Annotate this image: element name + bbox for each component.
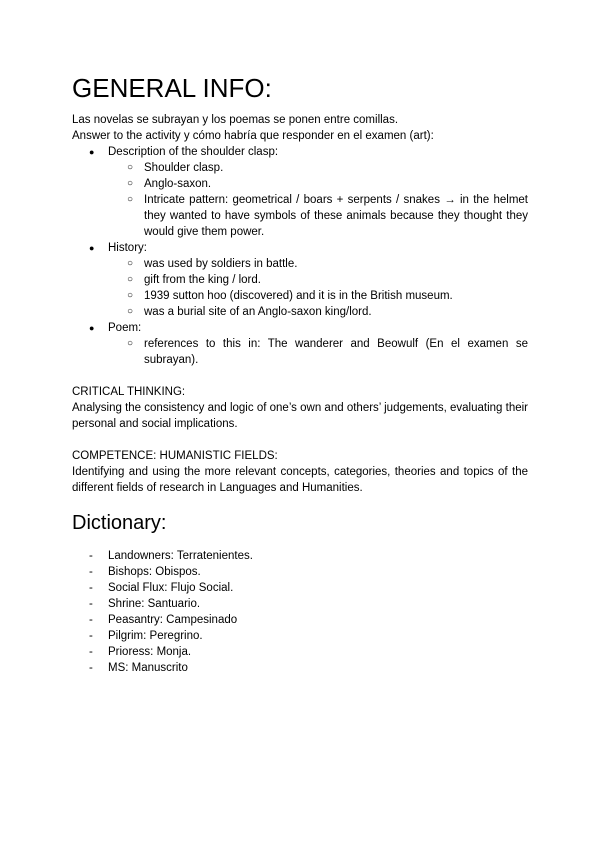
sublist-item: [108, 160, 528, 176]
sublist-poem: [108, 336, 528, 368]
competence-body: Identifying and using the more relevant concepts, categories, theories and topics of the different fields of research in Languages and Humanities.: [72, 466, 528, 494]
bullet-hollow-icon: ○: [127, 162, 134, 173]
sublist-item-text: Anglo-saxon.: [144, 178, 212, 190]
bullet-dash-icon: -: [89, 550, 93, 562]
sublist-item: [108, 304, 528, 320]
competence-title: COMPETENCE: HUMANISTIC FIELDS:: [72, 450, 278, 462]
dictionary-item-text: Prioress: Monja.: [108, 646, 192, 658]
bullet-hollow-icon: ○: [127, 338, 134, 349]
list-item-label: Poem:: [108, 322, 142, 334]
intro-line-1: Las novelas se subrayan y los poemas se ponen entre comillas.: [72, 114, 399, 126]
sublist-item-text: references to this in: The wanderer and Beowulf (En el examen se subrayan).: [144, 338, 528, 366]
dictionary-item: [72, 548, 528, 564]
sublist-item: [108, 176, 528, 192]
critical-thinking-body: Analysing the consistency and logic of one’s own and others’ judgements, evaluating their personal and social implications.: [72, 402, 528, 430]
sublist-item: [108, 192, 528, 240]
page-title: GENERAL INFO:: [72, 73, 272, 103]
sublist-item-text: Shoulder clasp.: [144, 162, 224, 174]
outline-list: [72, 144, 528, 368]
spacer: [72, 368, 528, 384]
sublist-item: [108, 336, 528, 368]
dictionary-item: [72, 564, 528, 580]
bullet-hollow-icon: ○: [127, 258, 134, 269]
dictionary-item-text: Pilgrim: Peregrino.: [108, 630, 203, 642]
dictionary-item: [72, 644, 528, 660]
bullet-filled-icon: ●: [89, 147, 95, 157]
sublist-item-text: 1939 sutton hoo (discovered) and it is in the British museum.: [144, 290, 453, 302]
dictionary-item-text: Social Flux: Flujo Social.: [108, 582, 234, 594]
bullet-filled-icon: ●: [89, 243, 95, 253]
dictionary-item: [72, 628, 528, 644]
dictionary-list: [72, 548, 528, 676]
dictionary-item-text: Landowners: Terratenientes.: [108, 550, 253, 562]
dictionary-item: [72, 580, 528, 596]
bullet-hollow-icon: ○: [127, 274, 134, 285]
bullet-dash-icon: -: [89, 614, 93, 626]
spacer: [72, 432, 528, 448]
bullet-dash-icon: -: [89, 630, 93, 642]
dictionary-item-text: Peasantry: Campesinado: [108, 614, 238, 626]
bullet-dash-icon: -: [89, 646, 93, 658]
sublist-item-text: Intricate pattern: geometrical / boars + serpents / snakes → in the helmet they wanted to have symbols of these animals because they thought they would give them power.: [144, 194, 528, 238]
sublist-item: [108, 256, 528, 272]
dictionary-title: Dictionary:: [72, 512, 167, 534]
bullet-dash-icon: -: [89, 566, 93, 578]
document-page: [72, 68, 528, 676]
dictionary-item: [72, 660, 528, 676]
bullet-dash-icon: -: [89, 582, 93, 594]
sublist-item-text: was a burial site of an Anglo-saxon king/lord.: [144, 306, 372, 318]
intro-line-2: Answer to the activity y cómo habría que responder en el examen (art):: [72, 130, 434, 142]
bullet-dash-icon: -: [89, 662, 93, 674]
sublist-history: [108, 256, 528, 320]
dictionary-item-text: Bishops: Obispos.: [108, 566, 201, 578]
bullet-hollow-icon: ○: [127, 194, 134, 205]
sublist-item: [108, 272, 528, 288]
dictionary-item-text: MS: Manuscrito: [108, 662, 188, 674]
sublist-shoulder-clasp: [108, 160, 528, 240]
list-item-label: Description of the shoulder clasp:: [108, 146, 279, 158]
list-item-shoulder-clasp: [72, 144, 528, 240]
bullet-filled-icon: ●: [89, 323, 95, 333]
dictionary-item-text: Shrine: Santuario.: [108, 598, 201, 610]
sublist-item: [108, 288, 528, 304]
list-item-history: [72, 240, 528, 320]
bullet-hollow-icon: ○: [127, 290, 134, 301]
dictionary-item: [72, 612, 528, 628]
bullet-hollow-icon: ○: [127, 178, 134, 189]
dictionary-item: [72, 596, 528, 612]
sublist-item-text: gift from the king / lord.: [144, 274, 261, 286]
critical-thinking-title: CRITICAL THINKING:: [72, 386, 186, 398]
bullet-hollow-icon: ○: [127, 306, 134, 317]
list-item-poem: [72, 320, 528, 368]
bullet-dash-icon: -: [89, 598, 93, 610]
list-item-label: History:: [108, 242, 147, 254]
sublist-item-text: was used by soldiers in battle.: [144, 258, 298, 270]
